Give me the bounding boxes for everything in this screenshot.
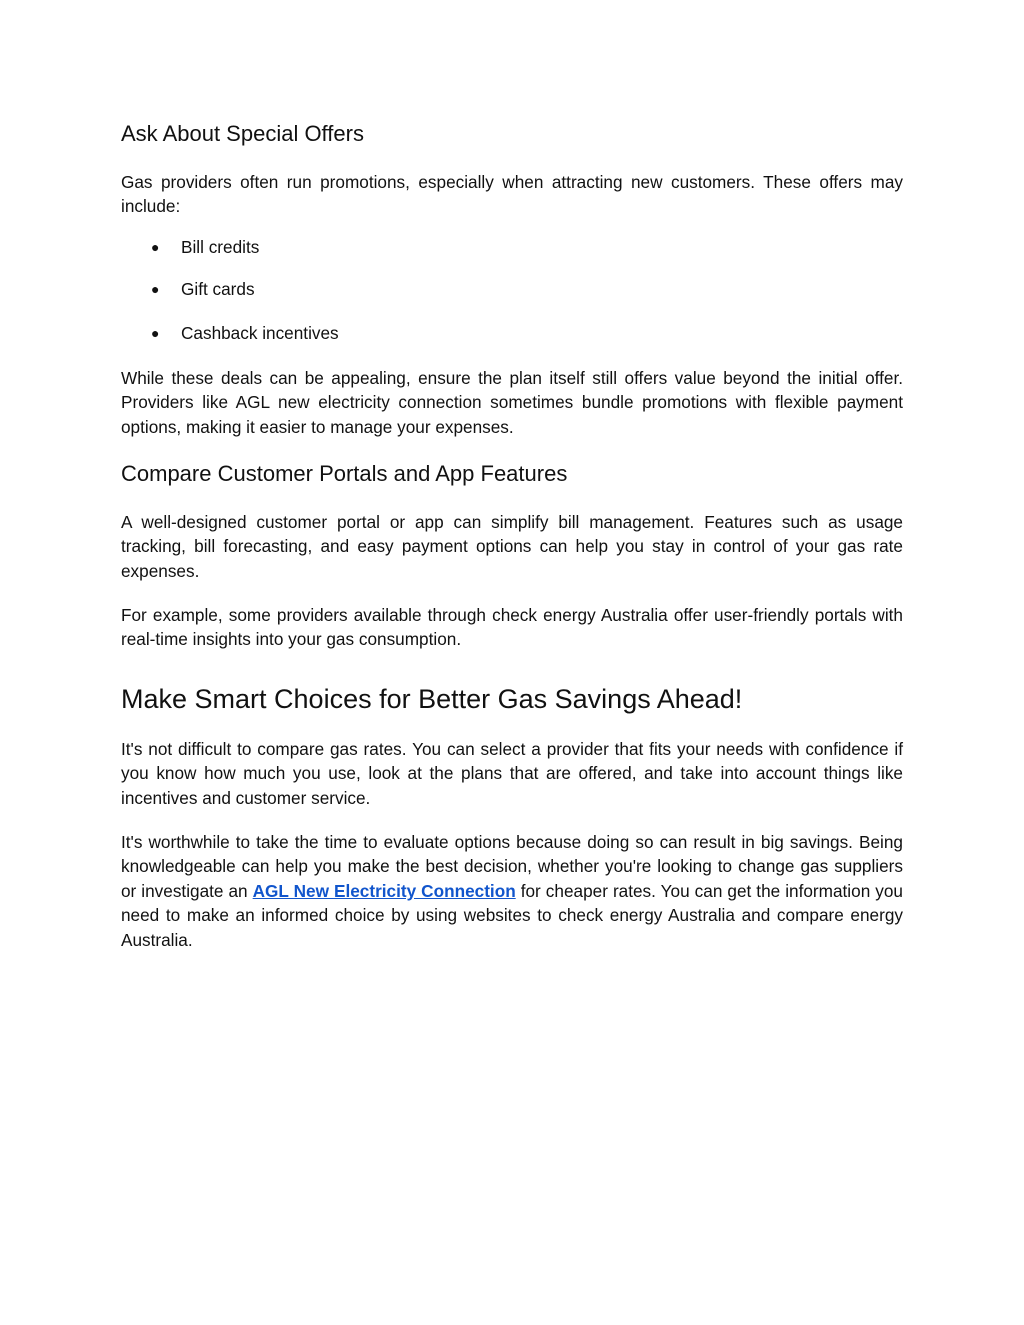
bullet-icon: ● bbox=[151, 239, 160, 255]
paragraph-portals-2: For example, some providers available through check energy Australia offer user-friendly portals with real-time insights into your gas consumption. bbox=[121, 605, 903, 650]
paragraph-smart-1: It's not difficult to compare gas rates. You can select a provider that fits your needs with confidence if you know how much you use, look at the plans that are offered, and take into account things like incentives and customer service. bbox=[121, 739, 903, 808]
list-item bbox=[121, 235, 259, 259]
agl-new-electricity-connection-link[interactable]: AGL New Electricity Connection bbox=[252, 880, 516, 901]
paragraph-smart-2 bbox=[121, 830, 903, 952]
paragraph-smart-2-after-link: for cheaper rates. You can get the information you need to make an informed choice by using websites to check energy Australia and compare energy Australia. bbox=[121, 880, 903, 950]
bullet-icon: ● bbox=[151, 325, 160, 341]
paragraph-offers-intro: Gas providers often run promotions, especially when attracting new customers. These offers may include: bbox=[121, 172, 903, 217]
list-item-label: Bill credits bbox=[181, 237, 260, 257]
paragraph-smart-2-before-link: It's worthwhile to take the time to evaluate options because doing so can result in big savings. Being knowledgeable can help you make the best decision, whether you're looking to change gas suppliers or investigate an bbox=[121, 832, 903, 901]
list-item bbox=[121, 277, 255, 301]
paragraph-portals-1: A well-designed customer portal or app can simplify bill management. Features such as usage tracking, bill forecasting, and easy payment options can help you stay in control of your gas rate expenses. bbox=[121, 512, 903, 581]
list-item-label: Gift cards bbox=[181, 279, 255, 299]
paragraph-offers-closing: While these deals can be appealing, ensure the plan itself still offers value beyond the initial offer. Providers like AGL new electricity connection sometimes bundle promotions with flexible payment options, making it easier to manage your expenses. bbox=[121, 368, 903, 437]
heading-special-offers: Ask About Special Offers bbox=[121, 121, 364, 146]
bullet-icon: ● bbox=[151, 281, 160, 297]
heading-smart-choices: Make Smart Choices for Better Gas Savings Ahead! bbox=[121, 684, 743, 714]
list-item-label: Cashback incentives bbox=[181, 323, 339, 343]
list-item bbox=[121, 321, 339, 345]
heading-customer-portals: Compare Customer Portals and App Features bbox=[121, 461, 568, 486]
